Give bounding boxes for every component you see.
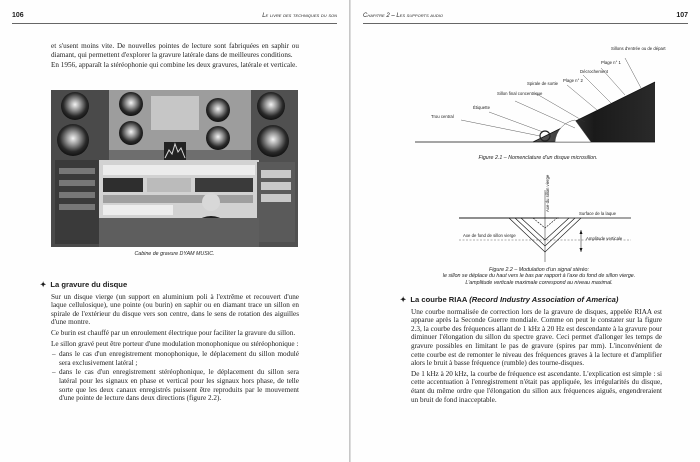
diamond-bullet-icon: ✦	[400, 295, 407, 304]
label-plage1: Plage n° 1	[601, 60, 621, 65]
left-page	[0, 0, 349, 462]
label-trou-central: Trou central	[431, 114, 454, 119]
disc-nomenclature-figure	[415, 40, 666, 152]
section-heading-gravure	[40, 281, 299, 290]
label-spirale: Spirale de sortie	[527, 81, 559, 86]
figure-2-2-title: Figure 2.2 – Modulation d'un signal stéréo:	[489, 267, 589, 273]
label-etiquette: Étiquette	[473, 105, 490, 110]
left-running-header	[12, 12, 337, 24]
section-title: La courbe RIAA	[410, 295, 468, 304]
paragraph: Le sillon gravé peut être porteur d'une modulation monophonique ou stéréophonique :	[51, 339, 299, 348]
paragraph: Sur un disque vierge (un support en aluminium poli à l'extrême et recouvert d'une laque cellulosique), une pointe (ou burin) en saphir ou en diamant trace un sillon en spirale de l'extérieur du disque vers son centre, dans le sens de rotation des aiguilles d'une montre.	[51, 292, 299, 327]
list-item: – dans le cas d'un enregistrement monophonique, le déplacement du sillon modulé sera exclusivement latéral ;	[59, 350, 299, 367]
left-page-number: 106	[12, 12, 24, 19]
studio-photo-illustration	[51, 90, 298, 247]
label-sillon-final: Sillon final concentrique	[497, 91, 543, 96]
arrow-up-icon	[580, 230, 583, 234]
studio-photo	[51, 90, 298, 247]
left-running-title: Le livre des techniques du son	[262, 13, 337, 19]
label-decrochement: Décrochement	[580, 69, 608, 74]
right-page-number: 107	[676, 12, 688, 19]
list-item: – dans le cas d'un enregistrement stéréophonique, le déplacement du sillon sera latéral pour les signaux en phase et vertical pour les signaux hors phase, de telle sorte que les deux canaux enregistrés puissent être reproduits par le mouvement d'une pointe de lecture dans deux directions (figure 2.2).	[59, 368, 299, 402]
left-section-text	[40, 281, 299, 404]
label-plage2: Plage n° 2	[563, 78, 583, 83]
paragraph: Une courbe normalisée de correction lors de la gravure de disques, appelée RIAA est apparue après la Seconde Guerre mondiale. Comme on peut le constater sur la figure 2.3, la courbe des fréquences allant de 1 kHz à 20 Hz est descendante à la gravure pour diminuer l'élongation du sillon du spectre grave. Ceci permet d'allonger les temps de gravure possibles en limitant le pas de gravure (spires par mm). L'inconvénient de cette courbe est de remonter le niveau des fréquences graves à la lecture et d'amplifier alors le bruit à basse fréquence (rumble) des tourne-disques.	[411, 307, 662, 368]
label-surface: Surface de la laque	[579, 211, 617, 216]
arrow-down-icon	[580, 248, 583, 252]
paragraph: et s'usent moins vite. De nouvelles pointes de lecture sont fabriquées en saphir ou diamant, qui permettent d'explorer la gravure latérale dans de meilleures conditions.	[51, 42, 299, 59]
right-running-title: Chapitre 2 – Les supports audio	[363, 13, 443, 19]
right-running-header	[363, 12, 688, 24]
paragraph: Ce burin est chauffé par un enroulement électrique pour faciliter la gravure du sillon.	[51, 328, 296, 337]
label-axe-fond: Axe de fond de sillon vierge	[463, 233, 516, 238]
figure-2-2-caption	[429, 267, 649, 286]
label-axe-sillon: Axe du sillon vierge	[545, 174, 550, 212]
section-title-italic: (Record Industry Association of America)	[469, 295, 619, 304]
section-title: La gravure du disque	[50, 280, 128, 289]
paragraph: En 1956, apparaît la stéréophonie qui combine les deux gravures, latérale et verticale.	[51, 61, 298, 70]
left-intro-text	[51, 42, 299, 72]
label-amplitude: Amplitude verticale	[586, 236, 623, 241]
figure-2-2-body: le sillon se déplace du haut vers le bas par rapport à l'axe du fond de sillon vierge. L'amplitude verticale maximale correspond au niveau maximal.	[442, 273, 636, 286]
paragraph: De 1 kHz à 20 kHz, la courbe de fréquence est ascendante. L'explication est simple : si cette accentuation à l'enregistrement n'était pas appliquée, les irrégularités du disque, étant du même ordre que l'élongation du sillon aux fréquences aiguës, engendreraient un bruit de fond inacceptable.	[411, 369, 662, 404]
right-page	[351, 0, 700, 462]
section-heading-riaa	[400, 296, 662, 305]
right-section-text	[400, 296, 662, 406]
groove-modulation-figure	[459, 174, 639, 264]
figure-2-1-caption: Figure 2.1 – Nomenclature d'un disque microsillon.	[478, 155, 598, 161]
photo-caption: Cabine de gravure DYAM MUSIC.	[134, 251, 215, 257]
label-sillons: Sillons d'entrée ou de départ	[611, 46, 666, 51]
bullet-list	[51, 350, 299, 403]
diamond-bullet-icon: ✦	[40, 280, 47, 289]
